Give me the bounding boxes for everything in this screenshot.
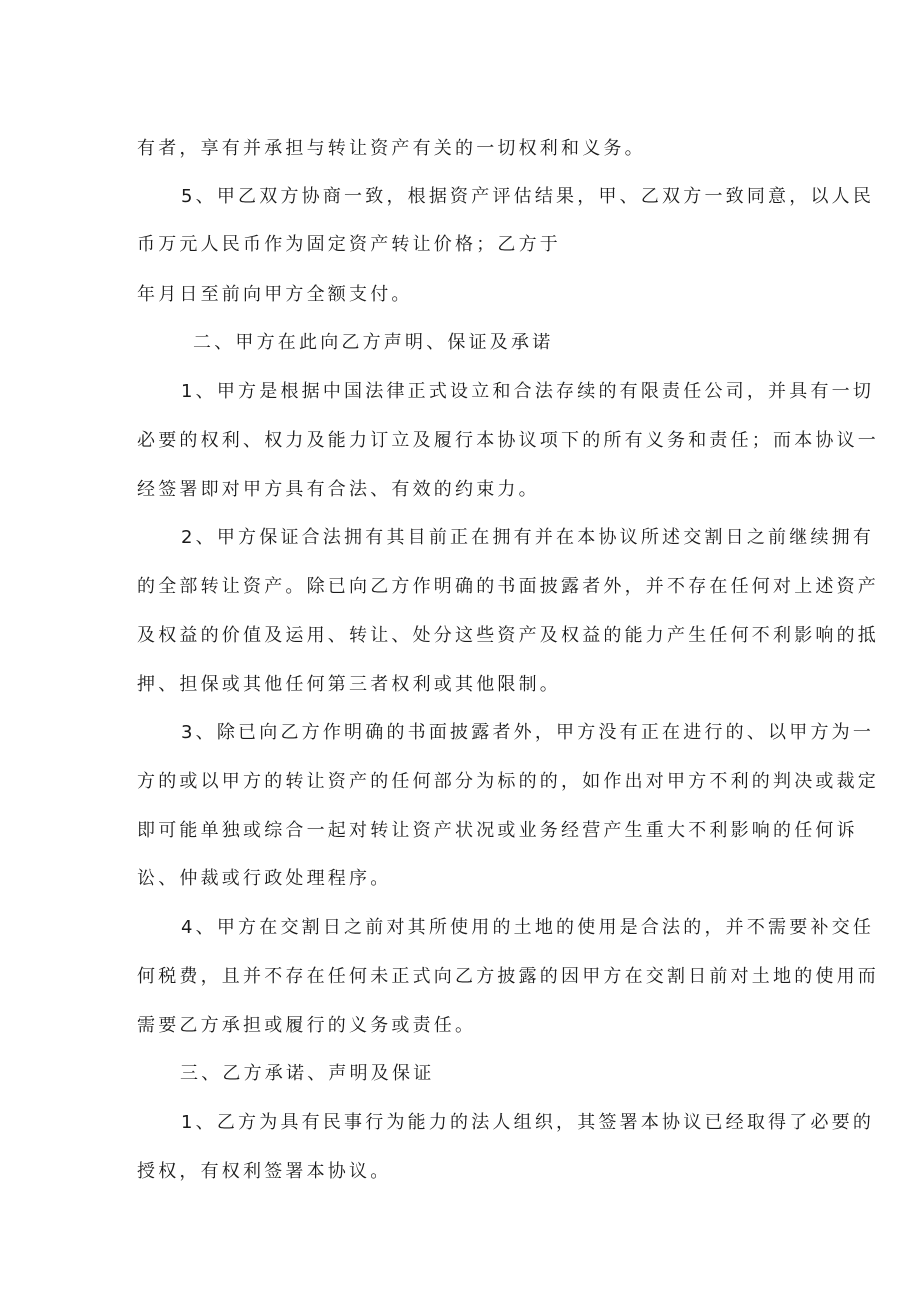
text-line: 方的或以甲方的转让资产的任何部分为标的的，如作出对甲方不利的判决或裁定 xyxy=(137,771,879,792)
clause-3-line: 3、除已向乙方作明确的书面披露者外，甲方没有正在进行的、以甲方为一 xyxy=(181,722,875,743)
text-line: 何税费，且并不存在任何未正式向乙方披露的因甲方在交割日前对土地的使用而 xyxy=(137,966,879,987)
text-line: 必要的权利、权力及能力订立及履行本协议项下的所有义务和责任；而本协议一 xyxy=(137,430,879,451)
clause-5-line: 5、甲乙双方协商一致，根据资产评估结果，甲、乙双方一致同意，以人民 xyxy=(181,186,875,207)
clause-2-line: 2、甲方保证合法拥有其目前正在拥有并在本协议所述交割日之前继续拥有 xyxy=(181,527,875,548)
text-line: 及权益的价值及运用、转让、处分这些资产及权益的能力产生任何不利影响的抵 xyxy=(137,625,879,646)
text-line: 有者，享有并承担与转让资产有关的一切权利和义务。 xyxy=(137,138,646,159)
section-heading-3: 三、乙方承诺、声明及保证 xyxy=(180,1063,435,1084)
text-line: 授权，有权利签署本协议。 xyxy=(137,1161,392,1182)
text-line: 即可能单独或综合一起对转让资产状况或业务经营产生重大不利影响的任何诉 xyxy=(137,820,858,841)
clause-1-line: 1、甲方是根据中国法律正式设立和合法存续的有限责任公司，并具有一切 xyxy=(181,381,875,402)
text-line: 讼、仲裁或行政处理程序。 xyxy=(137,868,392,889)
text-line: 的全部转让资产。除已向乙方作明确的书面披露者外，并不存在任何对上述资产 xyxy=(137,576,879,597)
section-heading-2: 二、甲方在此向乙方声明、保证及承诺 xyxy=(193,332,554,353)
text-line: 押、担保或其他任何第三者权利或其他限制。 xyxy=(137,674,561,695)
text-line: 币万元人民币作为固定资产转让价格；乙方于 xyxy=(137,234,561,255)
text-line: 经签署即对甲方具有合法、有效的约束力。 xyxy=(137,479,540,500)
text-line: 年月日至前向甲方全额支付。 xyxy=(137,284,413,305)
clause-4-line: 4、甲方在交割日之前对其所使用的土地的使用是合法的，并不需要补交任 xyxy=(181,917,875,938)
clause-1-line: 1、乙方为具有民事行为能力的法人组织，其签署本协议已经取得了必要的 xyxy=(181,1112,875,1133)
text-line: 需要乙方承担或履行的义务或责任。 xyxy=(137,1015,477,1036)
